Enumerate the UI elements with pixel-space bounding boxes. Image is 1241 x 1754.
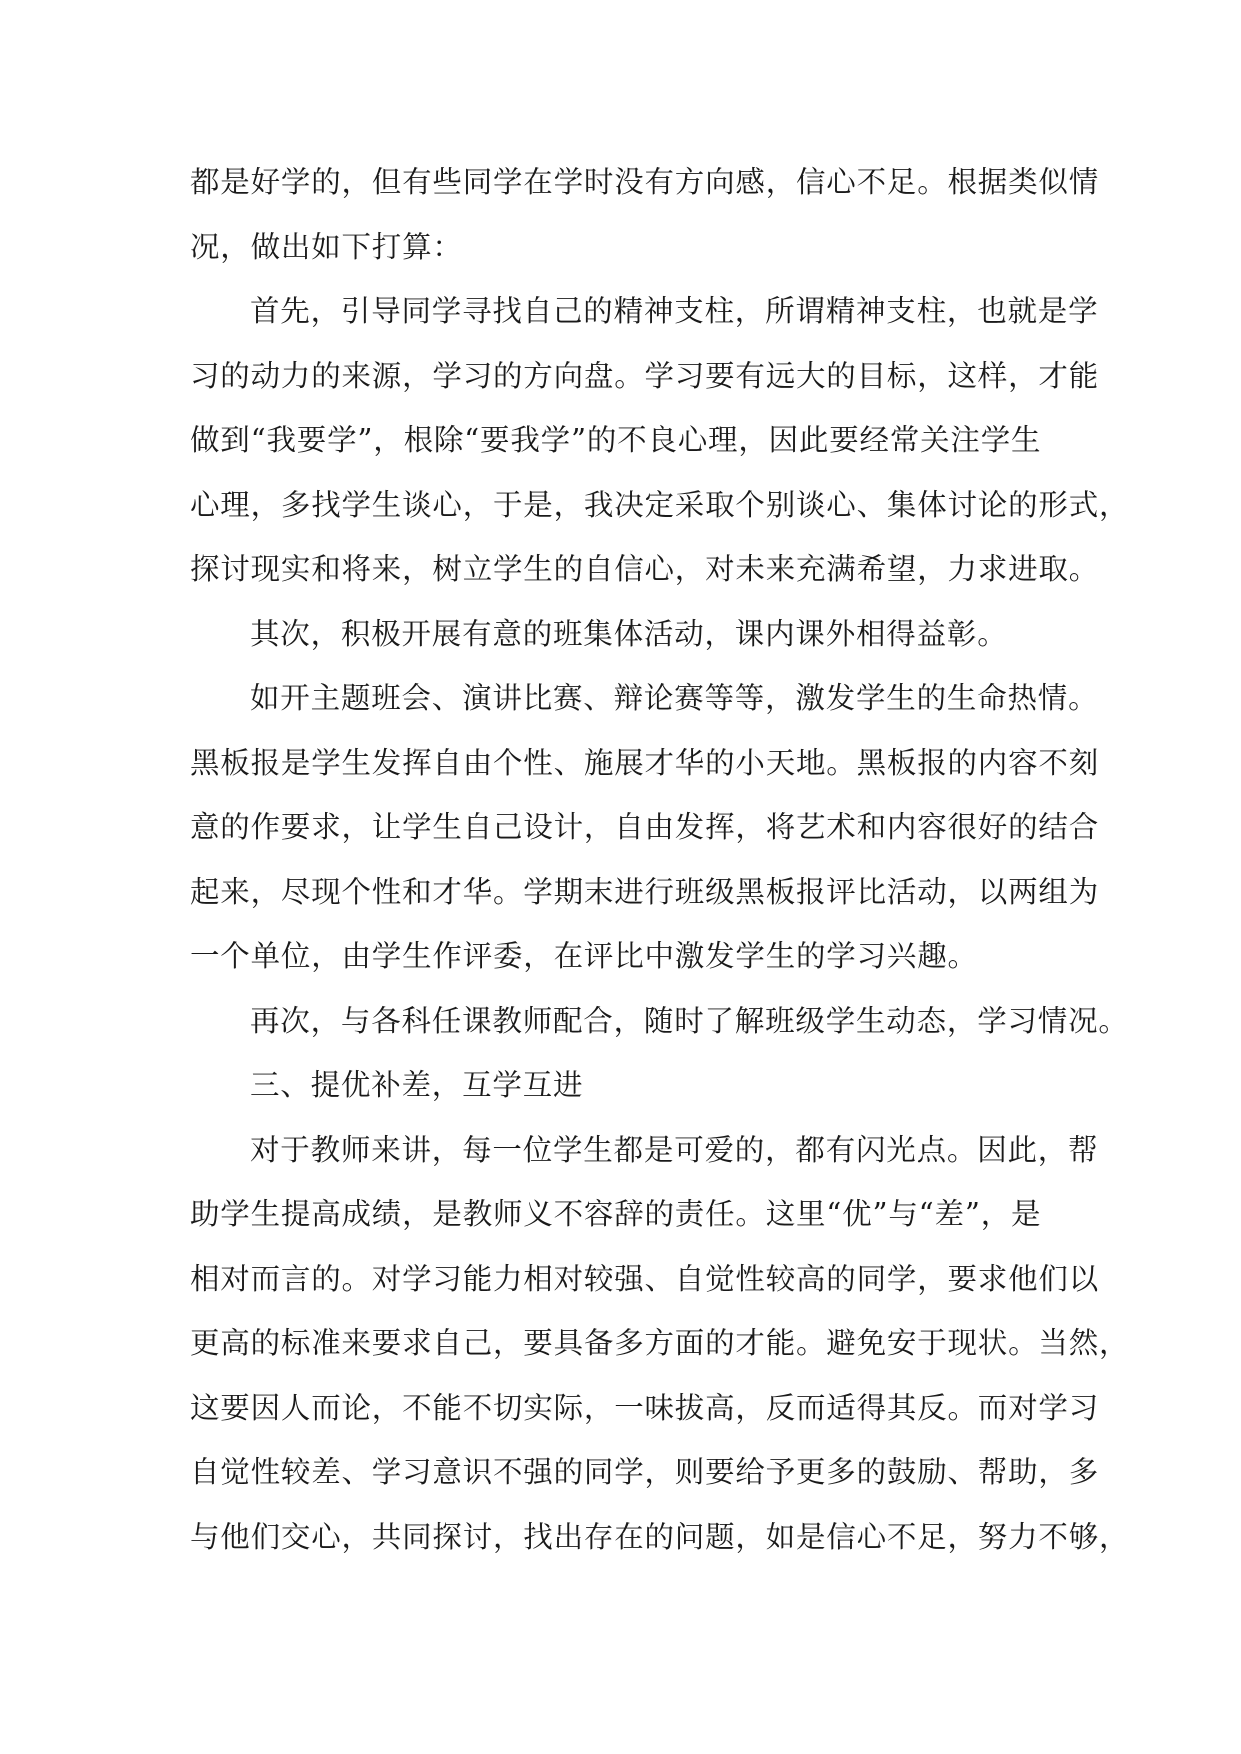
paragraph-start-line: 对于教师来讲，每一位学生都是可爱的，都有闪光点。因此，帮	[250, 1132, 1099, 1167]
text-line: 黑板报是学生发挥自由个性、施展才华的小天地。黑板报的内容不刻	[190, 745, 1100, 780]
text-line: 自觉性较差、学习意识不强的同学，则要给予更多的鼓励、帮助，多	[190, 1455, 1100, 1489]
paragraph-start-line: 首先，引导同学寻找自己的精神支柱，所谓精神支柱，也就是学	[250, 294, 1099, 328]
text-line: 意的作要求，让学生自己设计，自由发挥，将艺术和内容很好的结合	[190, 810, 1100, 844]
text-line: 做到“我要学”，根除“要我学”的不良心理，因此要经常关注学生	[190, 423, 1042, 457]
text-line: 心理，多找学生谈心，于是，我决定采取个别谈心、集体讨论的形式，	[190, 487, 1130, 522]
body-text	[190, 150, 1130, 1569]
paragraph-start-line: 其次，积极开展有意的班集体活动，课内课外相得益彰。	[250, 616, 1008, 651]
text-line: 相对而言的。对学习能力相对较强、自觉性较高的同学，要求他们以	[190, 1261, 1100, 1296]
text-line: 况，做出如下打算：	[190, 229, 463, 264]
text-line: 与他们交心，共同探讨，找出存在的问题，如是信心不足，努力不够，	[190, 1519, 1130, 1554]
text-line: 这要因人而论，不能不切实际，一味拔高，反而适得其反。而对学习	[190, 1390, 1100, 1425]
text-line: 一个单位，由学生作评委，在评比中激发学生的学习兴趣。	[190, 939, 978, 973]
text-line: 更高的标准来要求自己，要具备多方面的才能。避免安于现状。当然，	[190, 1326, 1130, 1360]
section-heading: 三、提优补差，互学互进	[250, 1068, 584, 1102]
text-line: 习的动力的来源，学习的方向盘。学习要有远大的目标，这样，才能	[190, 358, 1100, 393]
text-line: 都是好学的，但有些同学在学时没有方向感，信心不足。根据类似情	[190, 165, 1100, 199]
text-line: 助学生提高成绩，是教师义不容辞的责任。这里“优”与“差”，是	[190, 1197, 1042, 1231]
paragraph-start-line: 如开主题班会、演讲比赛、辩论赛等等，激发学生的生命热情。	[250, 681, 1099, 715]
text-line: 探讨现实和将来，树立学生的自信心，对未来充满希望，力求进取。	[190, 552, 1100, 586]
paragraph-start-line: 再次，与各科任课教师配合，随时了解班级学生动态，学习情况。	[250, 1003, 1129, 1038]
text-line: 起来，尽现个性和才华。学期末进行班级黑板报评比活动，以两组为	[190, 874, 1100, 909]
